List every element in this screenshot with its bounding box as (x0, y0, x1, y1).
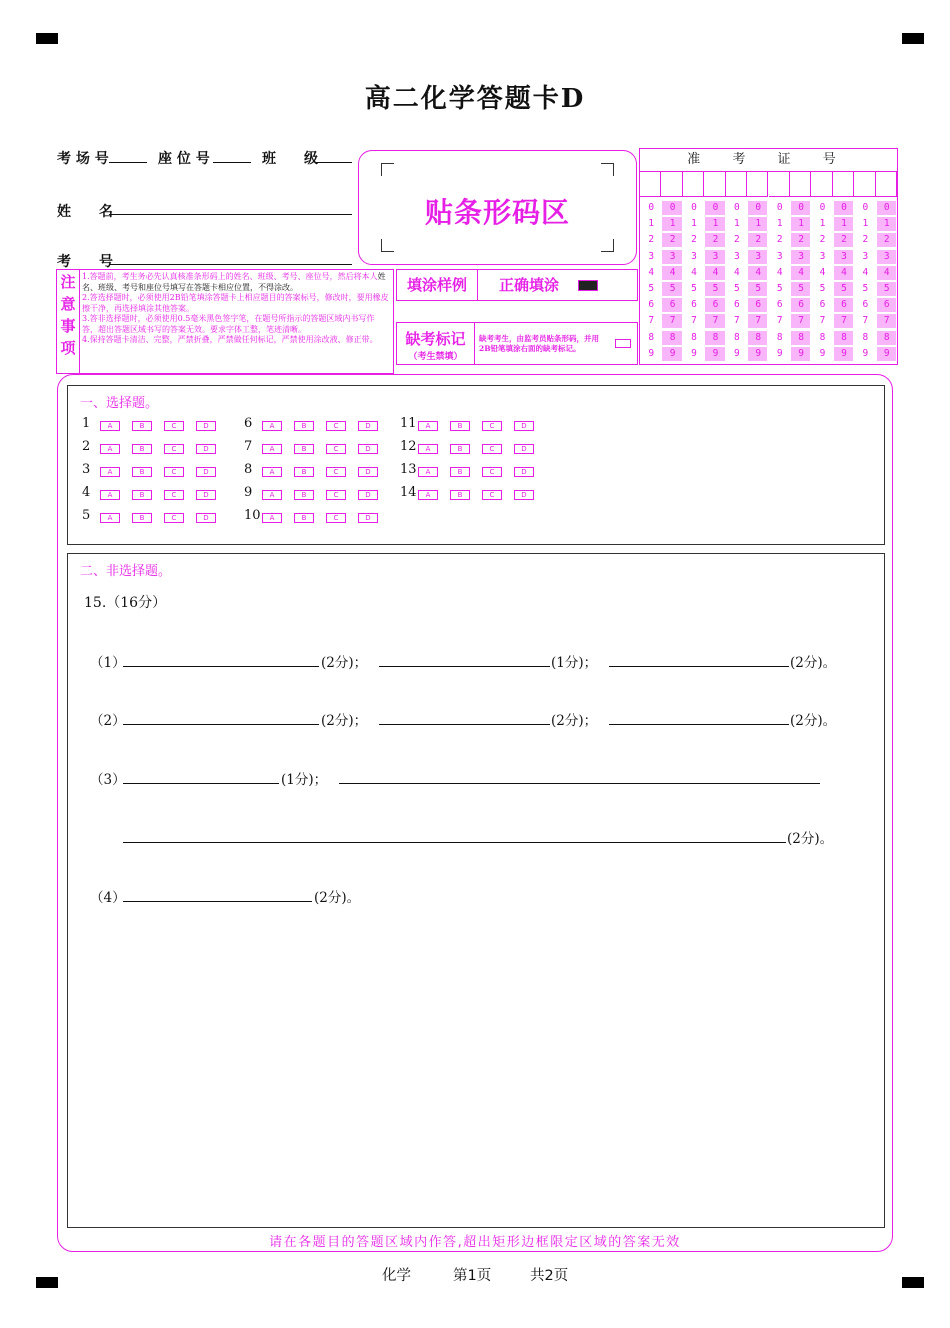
choice-bubble-a[interactable]: A (262, 490, 282, 500)
exam-no-field[interactable] (109, 264, 352, 265)
admission-digit-bubble[interactable]: 5 (748, 282, 767, 296)
admission-digit-bubble[interactable]: 1 (819, 218, 825, 230)
admission-digit-entry[interactable] (726, 172, 747, 197)
score-label: (2分)； (321, 655, 368, 671)
admission-digit-bubble[interactable]: 5 (819, 283, 825, 294)
corner-bracket (381, 163, 394, 176)
admission-digit-bubble[interactable]: 2 (662, 233, 681, 247)
admission-digit-bubble[interactable]: 6 (862, 299, 868, 311)
admission-digit-bubble[interactable]: 6 (662, 298, 681, 312)
admission-digit-bubble[interactable]: 3 (776, 250, 782, 262)
admission-digit-bubble[interactable]: 5 (791, 282, 810, 296)
score-label: (2分)； (321, 713, 368, 729)
admission-digit-bubble[interactable]: 9 (648, 347, 654, 359)
choice-bubble-d[interactable]: D (196, 467, 216, 477)
choice-bubble-a[interactable]: A (100, 490, 120, 500)
choice-bubble-d[interactable]: D (196, 513, 216, 523)
footer-page: 第1页 (453, 1268, 492, 1284)
answer-blank[interactable] (379, 666, 550, 667)
choice-bubble-d[interactable]: D (196, 490, 216, 500)
admission-digit-column (683, 172, 704, 364)
choice-bubble-a[interactable]: A (418, 444, 438, 454)
admission-digit-bubble[interactable]: 7 (862, 315, 868, 327)
absent-mark-heading (397, 323, 475, 364)
admission-digit-bubble[interactable]: 4 (648, 266, 654, 278)
admission-digit-bubble[interactable]: 0 (776, 202, 782, 213)
admission-digit-bubble[interactable]: 3 (748, 250, 767, 264)
corner-mark (36, 33, 58, 44)
admission-digit-bubble[interactable]: 5 (662, 282, 681, 296)
admission-digit-column (661, 172, 682, 364)
notice-head-char: 意 (60, 295, 76, 313)
admission-digit-bubble[interactable]: 9 (691, 347, 696, 359)
notice-head-char: 事 (60, 317, 76, 335)
admission-digit-bubble[interactable]: 9 (662, 347, 681, 361)
admission-digit-bubble[interactable]: 2 (733, 234, 739, 246)
admission-digit-entry[interactable] (854, 172, 875, 197)
choice-bubble-c[interactable]: C (482, 490, 502, 500)
barcode-area-label: 贴条形码区 (424, 196, 570, 229)
choice-bubble-d[interactable]: D (514, 490, 534, 500)
admission-digit-bubble[interactable]: 8 (733, 331, 739, 343)
notice-text (82, 272, 390, 346)
admission-digit-bubble[interactable]: 1 (877, 217, 896, 231)
admission-digit-bubble[interactable]: 4 (662, 266, 681, 280)
admission-digit-bubble[interactable]: 6 (648, 299, 654, 311)
notice-head-char: 注 (60, 273, 76, 291)
class-label: 班 级 (262, 151, 318, 167)
admission-digit-bubble[interactable]: 1 (648, 218, 654, 230)
admission-digit-entry[interactable] (747, 172, 768, 197)
admission-digit-bubble[interactable]: 5 (877, 282, 896, 296)
answer-blank[interactable] (123, 724, 319, 725)
admission-digit-bubble[interactable]: 8 (877, 331, 896, 345)
part-2-label: （2） (90, 713, 126, 729)
seat-field[interactable] (213, 162, 251, 163)
admission-digit-bubble[interactable]: 6 (705, 298, 724, 312)
section-2-title: 二、非选择题。 (80, 564, 172, 579)
admission-digit-bubble[interactable]: 3 (834, 250, 853, 264)
choice-bubble-d[interactable]: D (358, 513, 378, 523)
admission-digit-bubble[interactable]: 2 (648, 234, 654, 246)
choice-bubble-a[interactable]: A (418, 421, 438, 431)
part-3-label: （3） (90, 772, 126, 788)
admission-digit-bubble[interactable]: 9 (776, 347, 782, 359)
admission-digit-bubble[interactable]: 9 (705, 347, 724, 361)
admission-digit-entry[interactable] (876, 172, 897, 197)
admission-digit-bubble[interactable]: 1 (862, 218, 868, 230)
admission-digit-bubble[interactable]: 1 (834, 217, 853, 231)
admission-digit-bubble[interactable]: 6 (733, 299, 739, 311)
choice-bubble-a[interactable]: A (262, 421, 282, 431)
choice-bubble-c[interactable]: C (164, 490, 184, 500)
choice-bubble-c[interactable]: C (482, 467, 502, 477)
admission-digit-bubble[interactable]: 2 (705, 233, 724, 247)
admission-digit-bubble[interactable]: 1 (662, 217, 681, 231)
choice-bubble-d[interactable]: D (358, 421, 378, 431)
admission-digit-bubble[interactable]: 9 (791, 347, 810, 361)
admission-digit-bubble[interactable]: 2 (791, 233, 810, 247)
admission-digit-bubble[interactable]: 7 (705, 314, 724, 328)
admission-digit-bubble[interactable]: 7 (691, 315, 696, 327)
choice-bubble-a[interactable]: A (100, 421, 120, 431)
barcode-area (358, 150, 637, 265)
admission-digit-bubble[interactable]: 0 (705, 201, 724, 215)
admission-digit-bubble[interactable]: 4 (691, 266, 696, 278)
exam-room-field[interactable] (109, 162, 147, 163)
admission-digit-bubble[interactable]: 9 (877, 347, 896, 361)
admission-digit-bubble[interactable]: 8 (862, 331, 868, 343)
admission-digit-bubble[interactable]: 5 (648, 283, 654, 294)
notice-line-4: 4.保持答题卡清洁、完整，严禁折叠，严禁做任何标记，严禁使用涂改液、修正带。 (82, 335, 378, 344)
admission-digit-bubble[interactable]: 2 (877, 233, 896, 247)
admission-digit-bubble[interactable]: 0 (748, 201, 767, 215)
admission-digit-bubble[interactable]: 7 (834, 314, 853, 328)
admission-digit-bubble[interactable]: 6 (877, 298, 896, 312)
admission-digit-entry[interactable] (833, 172, 854, 197)
choice-bubble-d[interactable]: D (358, 444, 378, 454)
choice-bubble-a[interactable]: A (262, 513, 282, 523)
admission-digit-bubble[interactable]: 4 (776, 266, 782, 278)
score-label: (2分)； (551, 713, 598, 729)
choice-bubble-c[interactable]: C (164, 421, 184, 431)
admission-digit-bubble[interactable]: 4 (877, 266, 896, 280)
choice-bubble-c[interactable]: C (164, 513, 184, 523)
choice-bubble-b[interactable]: B (132, 467, 152, 477)
admission-digit-entry[interactable] (704, 172, 725, 197)
admission-digit-bubble[interactable]: 5 (691, 283, 696, 294)
admission-digit-bubble[interactable]: 1 (691, 218, 696, 230)
admission-digit-entry[interactable] (790, 172, 811, 197)
admission-digit-bubble[interactable]: 3 (733, 250, 739, 262)
choice-bubble-c[interactable]: C (326, 467, 346, 477)
choice-bubble-b[interactable]: B (294, 490, 314, 500)
admission-digit-bubble[interactable]: 8 (776, 331, 782, 343)
footer-total: 共2页 (530, 1268, 569, 1284)
choice-bubble-c[interactable]: C (326, 444, 346, 454)
part-1-label: （1） (90, 655, 126, 671)
admission-digit-bubble[interactable]: 2 (834, 233, 853, 247)
admission-digit-bubble[interactable]: 1 (776, 218, 782, 230)
admission-digit-bubble[interactable]: 1 (791, 217, 810, 231)
answer-blank[interactable] (379, 724, 550, 725)
question-number: 2 (82, 439, 91, 454)
score-label: (2分)。 (787, 831, 834, 847)
choice-bubble-c[interactable]: C (326, 421, 346, 431)
admission-digit-bubble[interactable]: 0 (791, 201, 810, 215)
admission-digit-entry[interactable] (640, 172, 661, 197)
admission-digit-bubble[interactable]: 2 (819, 234, 825, 246)
admission-digit-bubble[interactable]: 6 (834, 298, 853, 312)
choice-bubble-a[interactable]: A (262, 467, 282, 477)
question-number: 3 (82, 462, 91, 477)
admission-digit-bubble[interactable]: 0 (877, 201, 896, 215)
admission-digit-bubble[interactable]: 7 (877, 314, 896, 328)
admission-digit-bubble[interactable]: 8 (748, 331, 767, 345)
choice-bubble-b[interactable]: B (294, 513, 314, 523)
question-number: 7 (244, 439, 253, 454)
admission-digit-bubble[interactable]: 7 (733, 315, 739, 327)
choice-bubble-c[interactable]: C (164, 467, 184, 477)
question-number: 14 (400, 485, 417, 500)
absent-mark-checkbox[interactable] (615, 339, 631, 348)
section-1-title: 一、选择题。 (80, 396, 159, 411)
admission-digit-bubble[interactable]: 9 (748, 347, 767, 361)
choice-bubble-d[interactable]: D (358, 490, 378, 500)
answer-blank[interactable] (609, 666, 789, 667)
admission-digit-column (811, 172, 832, 364)
choice-bubble-a[interactable]: A (418, 467, 438, 477)
admission-digit-bubble[interactable]: 9 (733, 347, 739, 359)
choice-bubble-c[interactable]: C (482, 444, 502, 454)
admission-digit-bubble[interactable]: 4 (791, 266, 810, 280)
free-response-section (67, 553, 885, 1228)
fill-sample-label: 填涂样例 (397, 270, 478, 300)
admission-digit-bubble[interactable]: 6 (691, 299, 696, 311)
admission-digit-column (790, 172, 811, 364)
corner-bracket (601, 239, 614, 252)
answer-blank[interactable] (123, 901, 312, 902)
admission-number-grid (639, 148, 898, 365)
choice-bubble-c[interactable]: C (164, 444, 184, 454)
absent-mark-label: 缺考标记 (405, 330, 466, 348)
notice-line-3: 3.答非选择题时，必须使用0.5毫米黑色签字笔，在题号所指示的答题区域内书写作答，超出答题区域书写的答案无效。要求字体工整，笔迹清晰。 (82, 314, 375, 334)
answer-blank[interactable] (123, 666, 319, 667)
admission-digit-bubble[interactable]: 7 (648, 315, 654, 327)
multiple-choice-section (67, 385, 885, 545)
choice-bubble-b[interactable]: B (132, 490, 152, 500)
boundary-warning: 请在各题目的答题区域内作答,超出矩形边框限定区域的答案无效 (269, 1235, 681, 1250)
choice-bubble-a[interactable]: A (262, 444, 282, 454)
admission-digit-entry[interactable] (769, 172, 790, 197)
answer-blank[interactable] (339, 783, 820, 784)
admission-digit-bubble[interactable]: 3 (862, 250, 868, 262)
admission-digit-bubble[interactable]: 0 (834, 201, 853, 215)
choice-bubble-d[interactable]: D (514, 421, 534, 431)
name-field[interactable] (109, 214, 352, 215)
choice-bubble-c[interactable]: C (482, 421, 502, 431)
score-label: (1分)； (551, 655, 598, 671)
admission-digit-column (704, 172, 725, 364)
choice-bubble-a[interactable]: A (100, 513, 120, 523)
admission-digit-column (747, 172, 768, 364)
admission-digit-bubble[interactable]: 7 (819, 315, 825, 327)
admission-number-heading: 准 考 证 号 (640, 149, 897, 172)
admission-digit-entry[interactable] (811, 172, 832, 197)
question-number: 4 (82, 485, 91, 500)
choice-bubble-b[interactable]: B (294, 444, 314, 454)
admission-digit-bubble[interactable]: 0 (648, 202, 654, 213)
notice-line-2: 2.答选择题时，必须使用2B铅笔填涂答题卡上相应题目的答案标号，修改时，要用橡皮擦干净，再选择填涂其他答案。 (82, 293, 389, 313)
choice-bubble-c[interactable]: C (326, 513, 346, 523)
admission-digit-bubble[interactable]: 7 (748, 314, 767, 328)
admission-digit-column (854, 172, 875, 364)
admission-digit-bubble[interactable]: 8 (662, 331, 681, 345)
exam-room-label: 考 场 号 (57, 151, 109, 167)
corner-bracket (601, 163, 614, 176)
score-label: (2分)。 (790, 713, 837, 729)
question-number: 12 (400, 439, 417, 454)
admission-digit-bubble[interactable]: 8 (691, 331, 696, 343)
admission-digit-bubble[interactable]: 0 (691, 202, 696, 213)
answer-blank[interactable] (123, 842, 786, 843)
admission-digit-entry[interactable] (661, 172, 682, 197)
admission-digit-column (876, 172, 897, 364)
choice-bubble-b[interactable]: B (132, 421, 152, 431)
fill-sample-box (396, 269, 638, 301)
notice-box (56, 269, 394, 374)
footer-subject: 化学 (382, 1268, 411, 1284)
choice-bubble-b[interactable]: B (450, 421, 470, 431)
absent-mark-box (396, 322, 638, 365)
page-title: 高二化学答题卡D (364, 84, 586, 114)
admission-digit-bubble[interactable]: 7 (791, 314, 810, 328)
admission-digit-bubble[interactable]: 7 (662, 314, 681, 328)
exam-no-label: 考 号 (57, 254, 113, 270)
admission-digit-bubble[interactable]: 3 (705, 250, 724, 264)
answer-blank[interactable] (609, 724, 789, 725)
choice-bubble-b[interactable]: B (132, 513, 152, 523)
admission-digit-bubble[interactable]: 6 (791, 298, 810, 312)
choice-bubble-b[interactable]: B (294, 467, 314, 477)
answer-blank[interactable] (123, 783, 279, 784)
admission-digit-bubble[interactable]: 7 (776, 315, 782, 327)
question-number: 9 (244, 485, 253, 500)
admission-digit-bubble[interactable]: 5 (834, 282, 853, 296)
admission-digit-bubble[interactable]: 2 (776, 234, 782, 246)
admission-digit-bubble[interactable]: 8 (791, 331, 810, 345)
choice-bubble-d[interactable]: D (514, 467, 534, 477)
admission-digit-bubble[interactable]: 1 (705, 217, 724, 231)
admission-digit-bubble[interactable]: 5 (733, 283, 739, 294)
corner-mark (902, 33, 924, 44)
choice-bubble-d[interactable]: D (196, 421, 216, 431)
admission-digit-bubble[interactable]: 3 (877, 250, 896, 264)
admission-digit-column (726, 172, 747, 364)
admission-digit-entry[interactable] (683, 172, 704, 197)
notice-heading (57, 270, 80, 373)
admission-digit-column (640, 172, 661, 364)
score-label: (2分)。 (790, 655, 837, 671)
choice-bubble-b[interactable]: B (294, 421, 314, 431)
choice-bubble-b[interactable]: B (450, 467, 470, 477)
admission-digit-bubble[interactable]: 4 (862, 266, 868, 278)
admission-digit-bubble[interactable]: 1 (748, 217, 767, 231)
admission-digit-bubble[interactable]: 3 (648, 250, 654, 262)
admission-digit-bubble[interactable]: 6 (748, 298, 767, 312)
admission-digit-bubble[interactable]: 5 (862, 283, 868, 294)
admission-digit-bubble[interactable]: 4 (819, 266, 825, 278)
admission-digit-bubble[interactable]: 9 (834, 347, 853, 361)
choice-bubble-d[interactable]: D (196, 444, 216, 454)
admission-digit-bubble[interactable]: 0 (733, 202, 739, 213)
corner-mark (902, 1277, 924, 1288)
admission-digit-bubble[interactable]: 1 (733, 218, 739, 230)
admission-digit-bubble[interactable]: 0 (862, 202, 868, 213)
seat-label: 座 位 号 (158, 151, 210, 167)
corner-mark (36, 1277, 58, 1288)
admission-digit-bubble[interactable]: 8 (648, 331, 654, 343)
admission-digit-bubble[interactable]: 0 (662, 201, 681, 215)
admission-digit-bubble[interactable]: 6 (776, 299, 782, 311)
admission-digit-bubble[interactable]: 3 (691, 250, 696, 262)
admission-digit-bubble[interactable]: 9 (819, 347, 825, 359)
absent-mark-desc: 缺考考生，由监考员贴条形码，并用2B铅笔填涂右面的缺考标记。 (479, 334, 599, 353)
question-number: 5 (82, 508, 91, 523)
admission-digit-bubble[interactable]: 8 (834, 331, 853, 345)
choice-bubble-d[interactable]: D (514, 444, 534, 454)
admission-digit-bubble[interactable]: 4 (705, 266, 724, 280)
admission-digit-bubble[interactable]: 0 (819, 202, 825, 213)
admission-digit-bubble[interactable]: 5 (776, 283, 782, 294)
score-label: (1分)； (281, 772, 328, 788)
admission-digit-bubble[interactable]: 8 (819, 331, 825, 343)
choice-bubble-c[interactable]: C (326, 490, 346, 500)
class-field[interactable] (316, 162, 352, 163)
notice-line-1-black: 姓名、班级、考号和座位号填写在答题卡相应位置，不得涂改。 (82, 272, 386, 292)
admission-digit-bubble[interactable]: 2 (862, 234, 868, 246)
admission-digit-bubble[interactable]: 4 (733, 266, 739, 278)
question-number: 10 (244, 508, 261, 523)
correct-fill-mark (578, 280, 598, 291)
question-number: 6 (244, 416, 253, 431)
part-4-label: （4） (90, 890, 126, 906)
admission-digit-bubble[interactable]: 3 (819, 250, 825, 262)
choice-bubble-b[interactable]: B (450, 444, 470, 454)
admission-digit-bubble[interactable]: 5 (705, 282, 724, 296)
choice-bubble-a[interactable]: A (100, 444, 120, 454)
admission-digit-bubble[interactable]: 3 (662, 250, 681, 264)
notice-head-char: 项 (60, 339, 76, 357)
admission-digit-bubble[interactable]: 2 (691, 234, 696, 246)
admission-digit-bubble[interactable]: 3 (791, 250, 810, 264)
question-number: 8 (244, 462, 253, 477)
score-label: (2分)。 (314, 890, 361, 906)
admission-digit-bubble[interactable]: 4 (834, 266, 853, 280)
admission-digit-bubble[interactable]: 6 (819, 299, 825, 311)
question-number: 11 (400, 416, 417, 431)
question-15-title: 15.（16分） (84, 595, 167, 611)
absent-mark-sub: （考生禁填） (408, 352, 463, 362)
choice-bubble-d[interactable]: D (358, 467, 378, 477)
choice-bubble-a[interactable]: A (100, 467, 120, 477)
admission-digit-column (769, 172, 790, 364)
admission-digit-column (833, 172, 854, 364)
choice-bubble-a[interactable]: A (418, 490, 438, 500)
admission-digit-bubble[interactable]: 9 (862, 347, 868, 359)
admission-digit-bubble[interactable]: 4 (748, 266, 767, 280)
choice-bubble-b[interactable]: B (132, 444, 152, 454)
question-number: 13 (400, 462, 417, 477)
choice-bubble-b[interactable]: B (450, 490, 470, 500)
correct-fill-label: 正确填涂 (499, 276, 560, 294)
corner-bracket (381, 239, 394, 252)
admission-digit-bubble[interactable]: 2 (748, 233, 767, 247)
question-number: 1 (82, 416, 91, 431)
admission-digit-bubble[interactable]: 8 (705, 331, 724, 345)
name-label: 姓 名 (57, 204, 113, 220)
notice-line-1: 1.答题前，考生务必先认真核准条形码上的姓名、班级、考号、座位号，然后将本人 (82, 272, 378, 281)
